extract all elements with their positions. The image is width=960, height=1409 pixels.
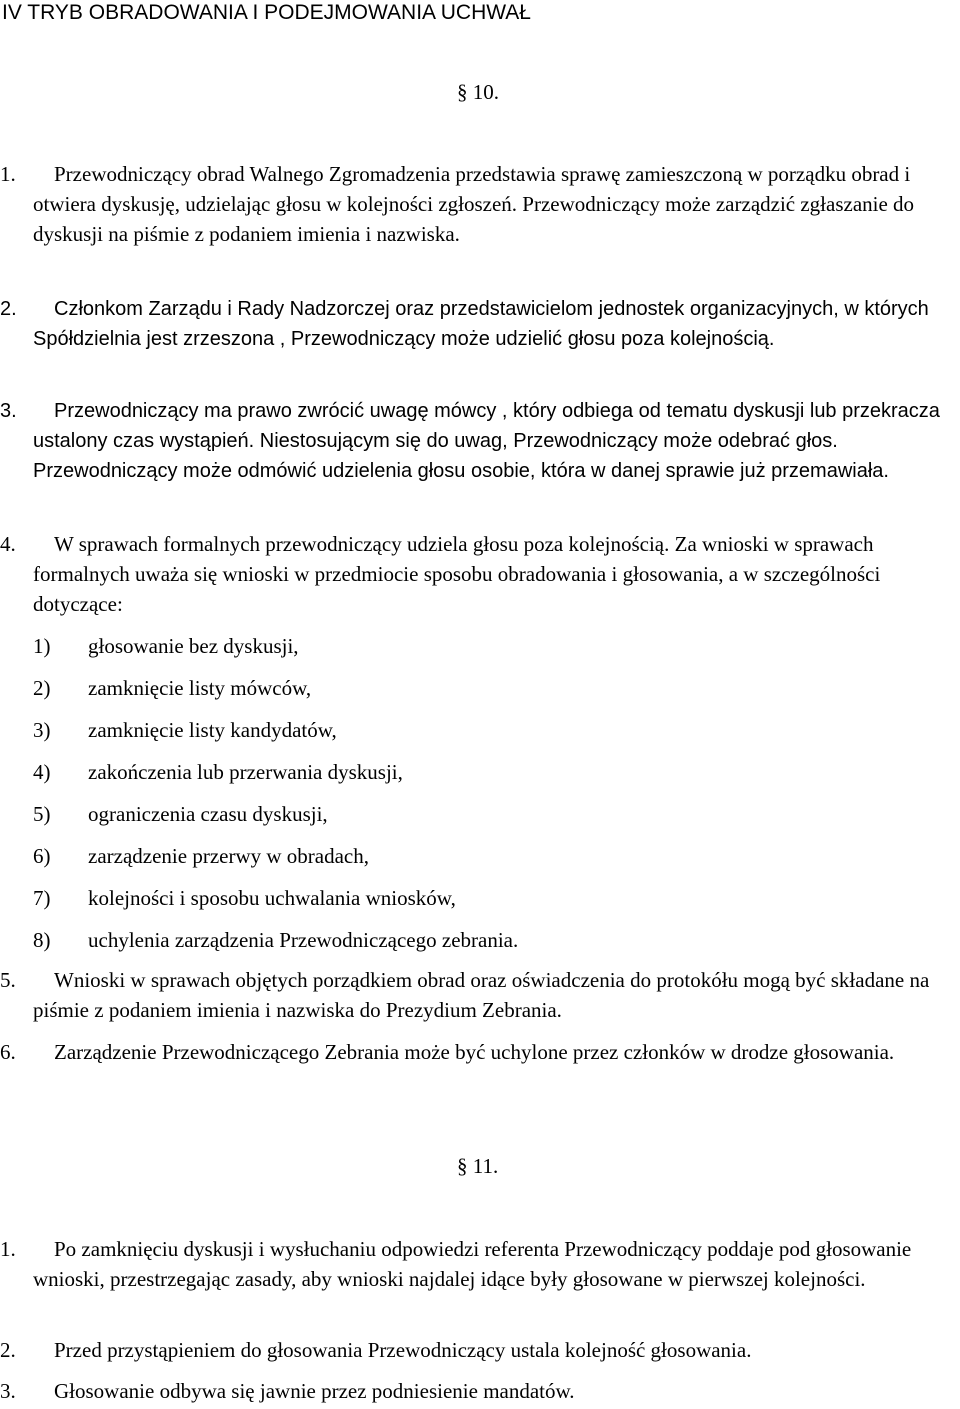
list-item — [0, 1376, 960, 1406]
sub-item-number: 2) — [33, 676, 51, 700]
sub-item-text: zamknięcie listy mówców, — [88, 676, 312, 700]
item-number: 2. — [0, 1338, 16, 1362]
list-item — [0, 159, 960, 249]
sub-item-text: głosowanie bez dyskusji, — [88, 634, 299, 658]
item-text: Przed przystąpieniem do głosowania Przewodniczący ustala kolejność głosowania. — [54, 1338, 752, 1362]
item-text: Po zamknięciu dyskusji i wysłuchaniu odpowiedzi referenta Przewodniczący poddaje pod głosowanie wnioski, przestrzegając zasady, aby wnioski najdalej idące były głosowane w pierwszej kolejności. — [33, 1237, 912, 1291]
list-item — [0, 1335, 960, 1365]
list-item — [0, 965, 960, 1025]
item-text: Głosowanie odbywa się jawnie przez podniesienie mandatów. — [54, 1379, 575, 1403]
item-number: 1. — [0, 1237, 16, 1261]
item-text: Członkom Zarządu i Rady Nadzorczej oraz przedstawicielom jednostek organizacyjnych, w których Spółdzielnia jest zrzeszona , Przewodniczący może udzielić głosu poza kolejnością. — [33, 298, 929, 350]
sub-item-text: zamknięcie listy kandydatów, — [88, 718, 337, 742]
item-number: 6. — [0, 1040, 16, 1064]
chapter-title: IV TRYB OBRADOWANIA I PODEJMOWANIA UCHWAŁ — [2, 1, 531, 24]
item-number: 3. — [0, 400, 17, 422]
list-item — [0, 529, 960, 619]
list-item — [0, 294, 960, 354]
item-text: Wnioski w sprawach objętych porządkiem obrad oraz oświadczenia do protokółu mogą być składane na piśmie z podaniem imienia i nazwiska do Prezydium Zebrania. — [33, 968, 930, 1022]
item-text: Przewodniczący obrad Walnego Zgromadzenia przedstawia sprawę zamieszczoną w porządku obrad i otwiera dyskusję, udzielając głosu w kolejności zgłoszeń. Przewodniczący może zarządzić zgłaszanie do dyskusji na piśmie z podaniem imienia i nazwiska. — [33, 162, 915, 246]
sub-item-number: 7) — [33, 886, 51, 910]
list-item — [0, 1037, 960, 1067]
item-number: 5. — [0, 968, 16, 992]
item-text: Zarządzenie Przewodniczącego Zebrania może być uchylone przez członków w drodze głosowania. — [54, 1040, 895, 1064]
sub-item-text: ograniczenia czasu dyskusji, — [88, 802, 328, 826]
sub-item-text: zarządzenie przerwy w obradach, — [88, 844, 369, 868]
sub-item-number: 1) — [33, 634, 51, 658]
item-number: 2. — [0, 298, 17, 320]
item-number: 4. — [0, 532, 16, 556]
sub-item-text: zakończenia lub przerwania dyskusji, — [88, 760, 403, 784]
section-mark-10: § 10. — [457, 80, 499, 104]
item-number: 3. — [0, 1379, 16, 1403]
item-text: Przewodniczący ma prawo zwrócić uwagę mówcy , który odbiega od tematu dyskusji lub przekracza ustalony czas wystąpień. Niestosującym się do uwag, Przewodniczący może odebrać głos. Przewodniczący może odmówić udzielenia głosu osobie, która w danej sprawie już przemawiała. — [33, 400, 940, 482]
sub-item-number: 3) — [33, 718, 51, 742]
sub-item-text: kolejności i sposobu uchwalania wniosków, — [88, 886, 456, 910]
sub-item-number: 6) — [33, 844, 51, 868]
item-text: W sprawach formalnych przewodniczący udziela głosu poza kolejnością. Za wnioski w sprawach formalnych uważa się wnioski w przedmiocie sposobu obradowania i głosowania, a w szczególności dotyczące: — [33, 532, 881, 616]
list-item — [0, 1234, 960, 1294]
sub-item-number: 5) — [33, 802, 51, 826]
item-number: 1. — [0, 162, 16, 186]
sub-item-text: uchylenia zarządzenia Przewodniczącego zebrania. — [88, 928, 519, 952]
sub-item-number: 8) — [33, 928, 51, 952]
list-item — [0, 396, 960, 486]
section-mark-11: § 11. — [457, 1154, 499, 1178]
sub-item-number: 4) — [33, 760, 51, 784]
